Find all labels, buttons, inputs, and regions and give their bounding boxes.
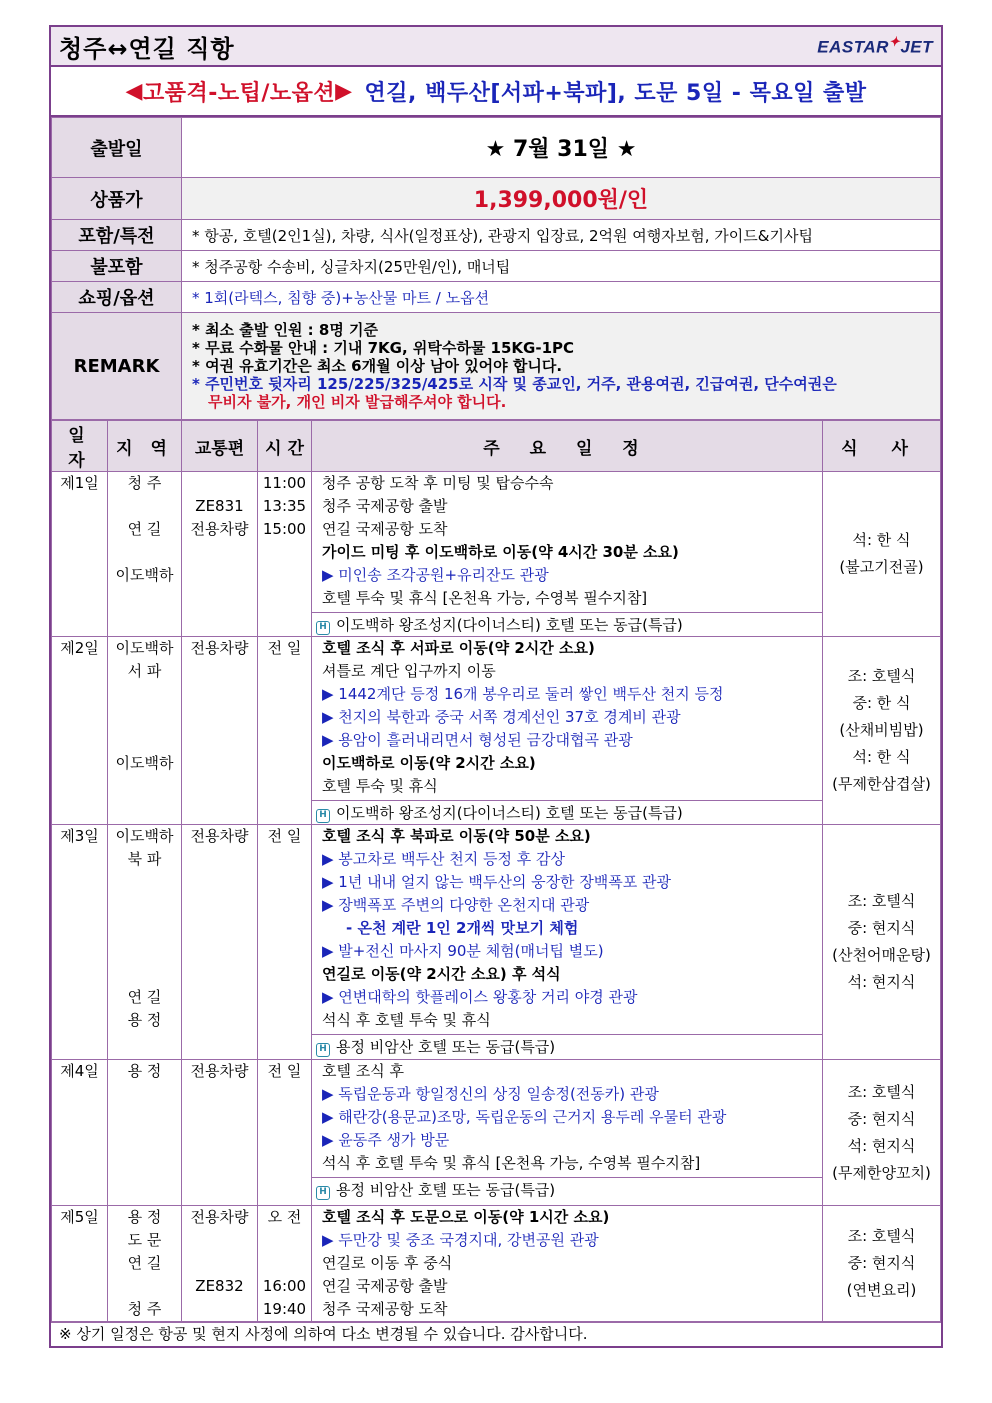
itinerary-line: 호텔 조식 후 서파로 이동(약 2시간 소요) (322, 639, 595, 657)
day-number: 제4일 (60, 1062, 99, 1080)
included-value: * 항공, 호텔(2인1실), 차량, 식사(일정표상), 관광지 입장료, 2억원 여행자보험, 가이드&기사팁 (182, 220, 941, 251)
header-day: 일 자 (52, 421, 108, 472)
time-cell (258, 1206, 312, 1322)
region-name (108, 1275, 181, 1298)
day-number: 제1일 (60, 474, 99, 492)
logo-star-icon: ✦ (888, 34, 901, 50)
meal-item: 조: 호텔식 (847, 667, 916, 685)
meal-cell (823, 1206, 941, 1322)
itinerary-line: 연길로 이동 후 중식 (322, 1254, 453, 1272)
region-cell (108, 637, 182, 825)
region-name (108, 917, 181, 940)
time-item: 전 일 (267, 1062, 302, 1080)
day-row (52, 1206, 941, 1322)
region-name: 연 길 (127, 520, 162, 538)
region-name: 용 정 (127, 1208, 162, 1226)
meal-item: 조: 호텔식 (847, 1082, 916, 1101)
hotel-icon: H (316, 621, 330, 635)
info-table (51, 117, 941, 420)
day-number: 제5일 (60, 1208, 99, 1226)
region-name (108, 871, 181, 894)
itinerary-document (49, 25, 943, 1348)
region-cell (108, 1206, 182, 1322)
eastar-jet-logo: EASTAR✦JET (817, 34, 933, 57)
meal-item: (연변요리) (846, 1281, 917, 1299)
itinerary-cell (312, 1206, 823, 1322)
day-row (52, 637, 941, 825)
meal-cell (823, 472, 941, 637)
itinerary-line: ▶ 독립운동과 항일정신의 상징 일송정(전동카) 관광 (322, 1085, 659, 1103)
remark-item: * 무료 수화물 안내 : 기내 7KG, 위탁수하물 15KG-1PC (192, 339, 575, 357)
left-arrow-icon: ◀ (125, 78, 143, 104)
region-name (108, 894, 181, 917)
price-value: 1,399,000원/인 (182, 178, 941, 220)
transport-item (182, 472, 257, 495)
time-cell (258, 637, 312, 825)
time-item: 전 일 (267, 639, 302, 657)
day-label (52, 637, 108, 825)
header-region: 지 역 (108, 421, 182, 472)
transport-cell (182, 472, 258, 637)
header-meal: 식 사 (823, 421, 941, 472)
region-name: 도 문 (127, 1231, 162, 1249)
time-item (258, 1229, 311, 1252)
meal-item: 석: 현지식 (847, 1136, 916, 1155)
hotel-name: 이도백하 왕조성지(다이너스티) 호텔 또는 동급(특급) (336, 804, 683, 822)
included-label: 포함/특전 (52, 220, 182, 251)
itinerary-line: 호텔 투숙 및 휴식 [온천욕 가능, 수영복 필수지참] (322, 589, 648, 607)
region-name: 이도백하 (115, 754, 174, 772)
time-item: 13:35 (262, 497, 307, 515)
meal-item: 중: 현지식 (847, 1254, 916, 1272)
region-name (108, 729, 181, 752)
transport-cell (182, 825, 258, 1060)
region-name: 북 파 (127, 850, 162, 868)
meal-cell (823, 825, 941, 1060)
transport-item: ZE832 (195, 1277, 244, 1295)
meal-item: (산천어매운탕) (832, 946, 931, 964)
day-row (52, 825, 941, 1060)
day-number: 제2일 (60, 639, 99, 657)
region-name (108, 541, 181, 564)
transport-item (182, 1229, 257, 1252)
itinerary-line: 연길 국제공항 도착 (322, 520, 448, 538)
region-name: 이도백하 (115, 827, 174, 845)
itinerary-line: ▶ 연변대학의 핫플레이스 왕홍창 거리 야경 관광 (322, 988, 638, 1006)
meal-item: 석: 한 식 (852, 531, 911, 549)
hotel-name: 용정 비암산 호텔 또는 동급(특급) (336, 1181, 556, 1199)
region-cell (108, 825, 182, 1060)
excluded-label: 불포함 (52, 251, 182, 282)
time-cell (258, 472, 312, 637)
transport-cell (182, 1060, 258, 1206)
subtitle-text: 연길, 백두산[서파+북파], 도문 5일 - 목요일 출발 (364, 80, 867, 106)
meal-item: (불고기전골) (839, 558, 924, 576)
hotel-info (312, 1177, 822, 1201)
transport-item: ZE831 (195, 497, 244, 515)
remark-list (182, 313, 941, 420)
hotel-info (312, 1034, 822, 1058)
region-name: 이도백하 (115, 639, 174, 657)
header-transport: 교통편 (182, 421, 258, 472)
itinerary-line: 연길로 이동(약 2시간 소요) 후 석식 (322, 965, 561, 983)
itinerary-line: ▶ 천지의 북한과 중국 서쪽 경계선인 37호 경계비 관광 (322, 708, 681, 726)
meal-item: 중: 현지식 (847, 1109, 916, 1128)
departure-label: 출발일 (52, 118, 182, 178)
day-label (52, 1060, 108, 1206)
meal-cell (823, 637, 941, 825)
itinerary-line: ▶ 두만강 및 중조 국경지대, 강변공원 관광 (322, 1231, 599, 1249)
itinerary-line: 셔틀로 계단 입구까지 이동 (322, 662, 496, 680)
time-item: 15:00 (262, 520, 307, 538)
transport-cell (182, 1206, 258, 1322)
region-name: 이도백하 (115, 566, 174, 584)
itinerary-line: ▶ 용암이 흘러내리면서 형성된 금강대협곡 관광 (322, 731, 633, 749)
region-name (108, 495, 181, 518)
transport-item: 전용차량 (190, 1062, 249, 1080)
excluded-value: * 청주공항 수송비, 싱글차지(25만원/인), 매너팁 (182, 251, 941, 282)
hotel-icon: H (316, 1043, 330, 1057)
hotel-info (312, 612, 822, 636)
region-name (108, 683, 181, 706)
meal-item: 석: 현지식 (847, 973, 916, 991)
footnote: ※ 상기 일정은 항공 및 현지 사정에 의하여 다소 변경될 수 있습니다. 감사합니다. (51, 1322, 941, 1346)
itinerary-line: 연길 국제공항 출발 (322, 1277, 448, 1295)
meal-item: 중: 한 식 (852, 694, 911, 712)
hotel-name: 용정 비암산 호텔 또는 동급(특급) (336, 1038, 556, 1056)
right-arrow-icon: ▶ (335, 78, 353, 104)
itinerary-line: ▶ 미인송 조각공원+유리잔도 관광 (322, 566, 549, 584)
time-item: 오 전 (267, 1208, 302, 1226)
transport-item: 전용차량 (190, 827, 249, 845)
hotel-name: 이도백하 왕조성지(다이너스티) 호텔 또는 동급(특급) (336, 616, 683, 634)
itinerary-line: 석식 후 호텔 투숙 및 휴식 (322, 1011, 491, 1029)
transport-item (182, 1252, 257, 1275)
schedule-table (51, 420, 941, 1322)
meal-item: 조: 호텔식 (847, 1227, 916, 1245)
remark-label: REMARK (52, 313, 182, 420)
hotel-icon: H (316, 1186, 330, 1200)
time-item: 11:00 (262, 474, 307, 492)
shopping-label: 쇼핑/옵션 (52, 282, 182, 313)
time-cell (258, 1060, 312, 1206)
region-name: 서 파 (127, 662, 162, 680)
transport-item: 전용차량 (190, 1208, 249, 1226)
hotel-icon: H (316, 809, 330, 823)
itinerary-line: 이도백하로 이동(약 2시간 소요) (322, 754, 536, 772)
remark-item: * 최소 출발 인원 : 8명 기준 (192, 321, 379, 339)
day-number: 제3일 (60, 827, 99, 845)
time-cell (258, 825, 312, 1060)
title-bar (51, 27, 941, 67)
region-name: 용 정 (127, 1062, 162, 1080)
time-item: 전 일 (267, 827, 302, 845)
day-row (52, 1060, 941, 1206)
meal-item: 석: 한 식 (852, 748, 911, 766)
itinerary-line: 청주 국제공항 출발 (322, 497, 448, 515)
itinerary-line: ▶ 1442계단 등정 16개 봉우리로 둘러 쌓인 백두산 천지 등정 (322, 685, 724, 703)
product-subtitle (51, 67, 941, 117)
time-item: 16:00 (262, 1277, 307, 1295)
itinerary-line: ▶ 1년 내내 얼지 않는 백두산의 웅장한 장백폭포 관광 (322, 873, 672, 891)
header-main: 주 요 일 정 (312, 421, 823, 472)
meal-item: (무제한삼겹살) (832, 775, 931, 793)
day-label (52, 1206, 108, 1322)
day-label (52, 472, 108, 637)
region-name: 용 정 (127, 1011, 162, 1029)
itinerary-cell (312, 825, 823, 1060)
day-row (52, 472, 941, 637)
transport-cell (182, 637, 258, 825)
remark-item: * 주민번호 뒷자리 125/225/325/425로 시작 및 종교인, 거주, 관용여권, 긴급여권, 단수여권은 (192, 375, 837, 393)
region-name (108, 706, 181, 729)
transport-item: 전용차량 (190, 520, 249, 538)
region-name: 연 길 (127, 1254, 162, 1272)
itinerary-line: 호텔 투숙 및 휴식 (322, 777, 438, 795)
remark-item: * 여권 유효기간은 최소 6개월 이상 남아 있어야 합니다. (192, 357, 563, 375)
shopping-value: * 1회(라텍스, 침향 중)+농산물 마트 / 노옵션 (182, 282, 941, 313)
remark-item: 무비자 불가, 개인 비자 발급해주셔야 합니다. (208, 393, 507, 411)
hotel-info (312, 800, 822, 824)
time-item (258, 1252, 311, 1275)
header-time: 시 간 (258, 421, 312, 472)
itinerary-line: 가이드 미팅 후 이도백하로 이동(약 4시간 30분 소요) (322, 543, 679, 561)
meal-item: (무제한양꼬치) (832, 1163, 931, 1182)
itinerary-line: 호텔 조식 후 북파로 이동(약 50분 소요) (322, 827, 591, 845)
itinerary-line: - 온천 계란 1인 2개씩 맛보기 체험 (346, 919, 579, 937)
meal-cell (823, 1060, 941, 1206)
region-name: 연 길 (127, 988, 162, 1006)
region-name (108, 963, 181, 986)
itinerary-line: 호텔 조식 후 도문으로 이동(약 1시간 소요) (322, 1208, 610, 1226)
itinerary-cell (312, 637, 823, 825)
itinerary-line: ▶ 봉고차로 백두산 천지 등정 후 감상 (322, 850, 566, 868)
subtitle-badge: 고품격-노팁/노옵션 (142, 80, 336, 106)
page-title: 청주↔연길 직항 (59, 34, 235, 63)
region-name (108, 940, 181, 963)
itinerary-cell (312, 1060, 823, 1206)
itinerary-line: ▶ 해란강(용문교)조망, 독립운동의 근거지 용두레 우물터 관광 (322, 1108, 727, 1126)
itinerary-line: ▶ 발+전신 마사지 90분 체험(매너팁 별도) (322, 942, 604, 960)
region-cell (108, 472, 182, 637)
region-name: 청 주 (127, 474, 162, 492)
itinerary-line: ▶ 장백폭포 주변의 다양한 온천지대 관광 (322, 896, 590, 914)
meal-item: 중: 현지식 (847, 919, 916, 937)
price-label: 상품가 (52, 178, 182, 220)
itinerary-line: 호텔 조식 후 (322, 1062, 404, 1080)
region-cell (108, 1060, 182, 1206)
transport-item: 전용차량 (190, 639, 249, 657)
region-name: 청 주 (127, 1300, 162, 1318)
itinerary-line: 청주 국제공항 도착 (322, 1300, 448, 1318)
itinerary-cell (312, 472, 823, 637)
time-item: 19:40 (262, 1300, 307, 1318)
meal-item: (산채비빔밥) (839, 721, 924, 739)
itinerary-line: 석식 후 호텔 투숙 및 휴식 [온천욕 가능, 수영복 필수지참] (322, 1154, 701, 1172)
day-label (52, 825, 108, 1060)
itinerary-line: ▶ 윤동주 생가 방문 (322, 1131, 450, 1149)
itinerary-line: 청주 공항 도착 후 미팅 및 탑승수속 (322, 474, 554, 492)
departure-value: ★ 7월 31일 ★ (182, 118, 941, 178)
meal-item: 조: 호텔식 (847, 892, 916, 910)
